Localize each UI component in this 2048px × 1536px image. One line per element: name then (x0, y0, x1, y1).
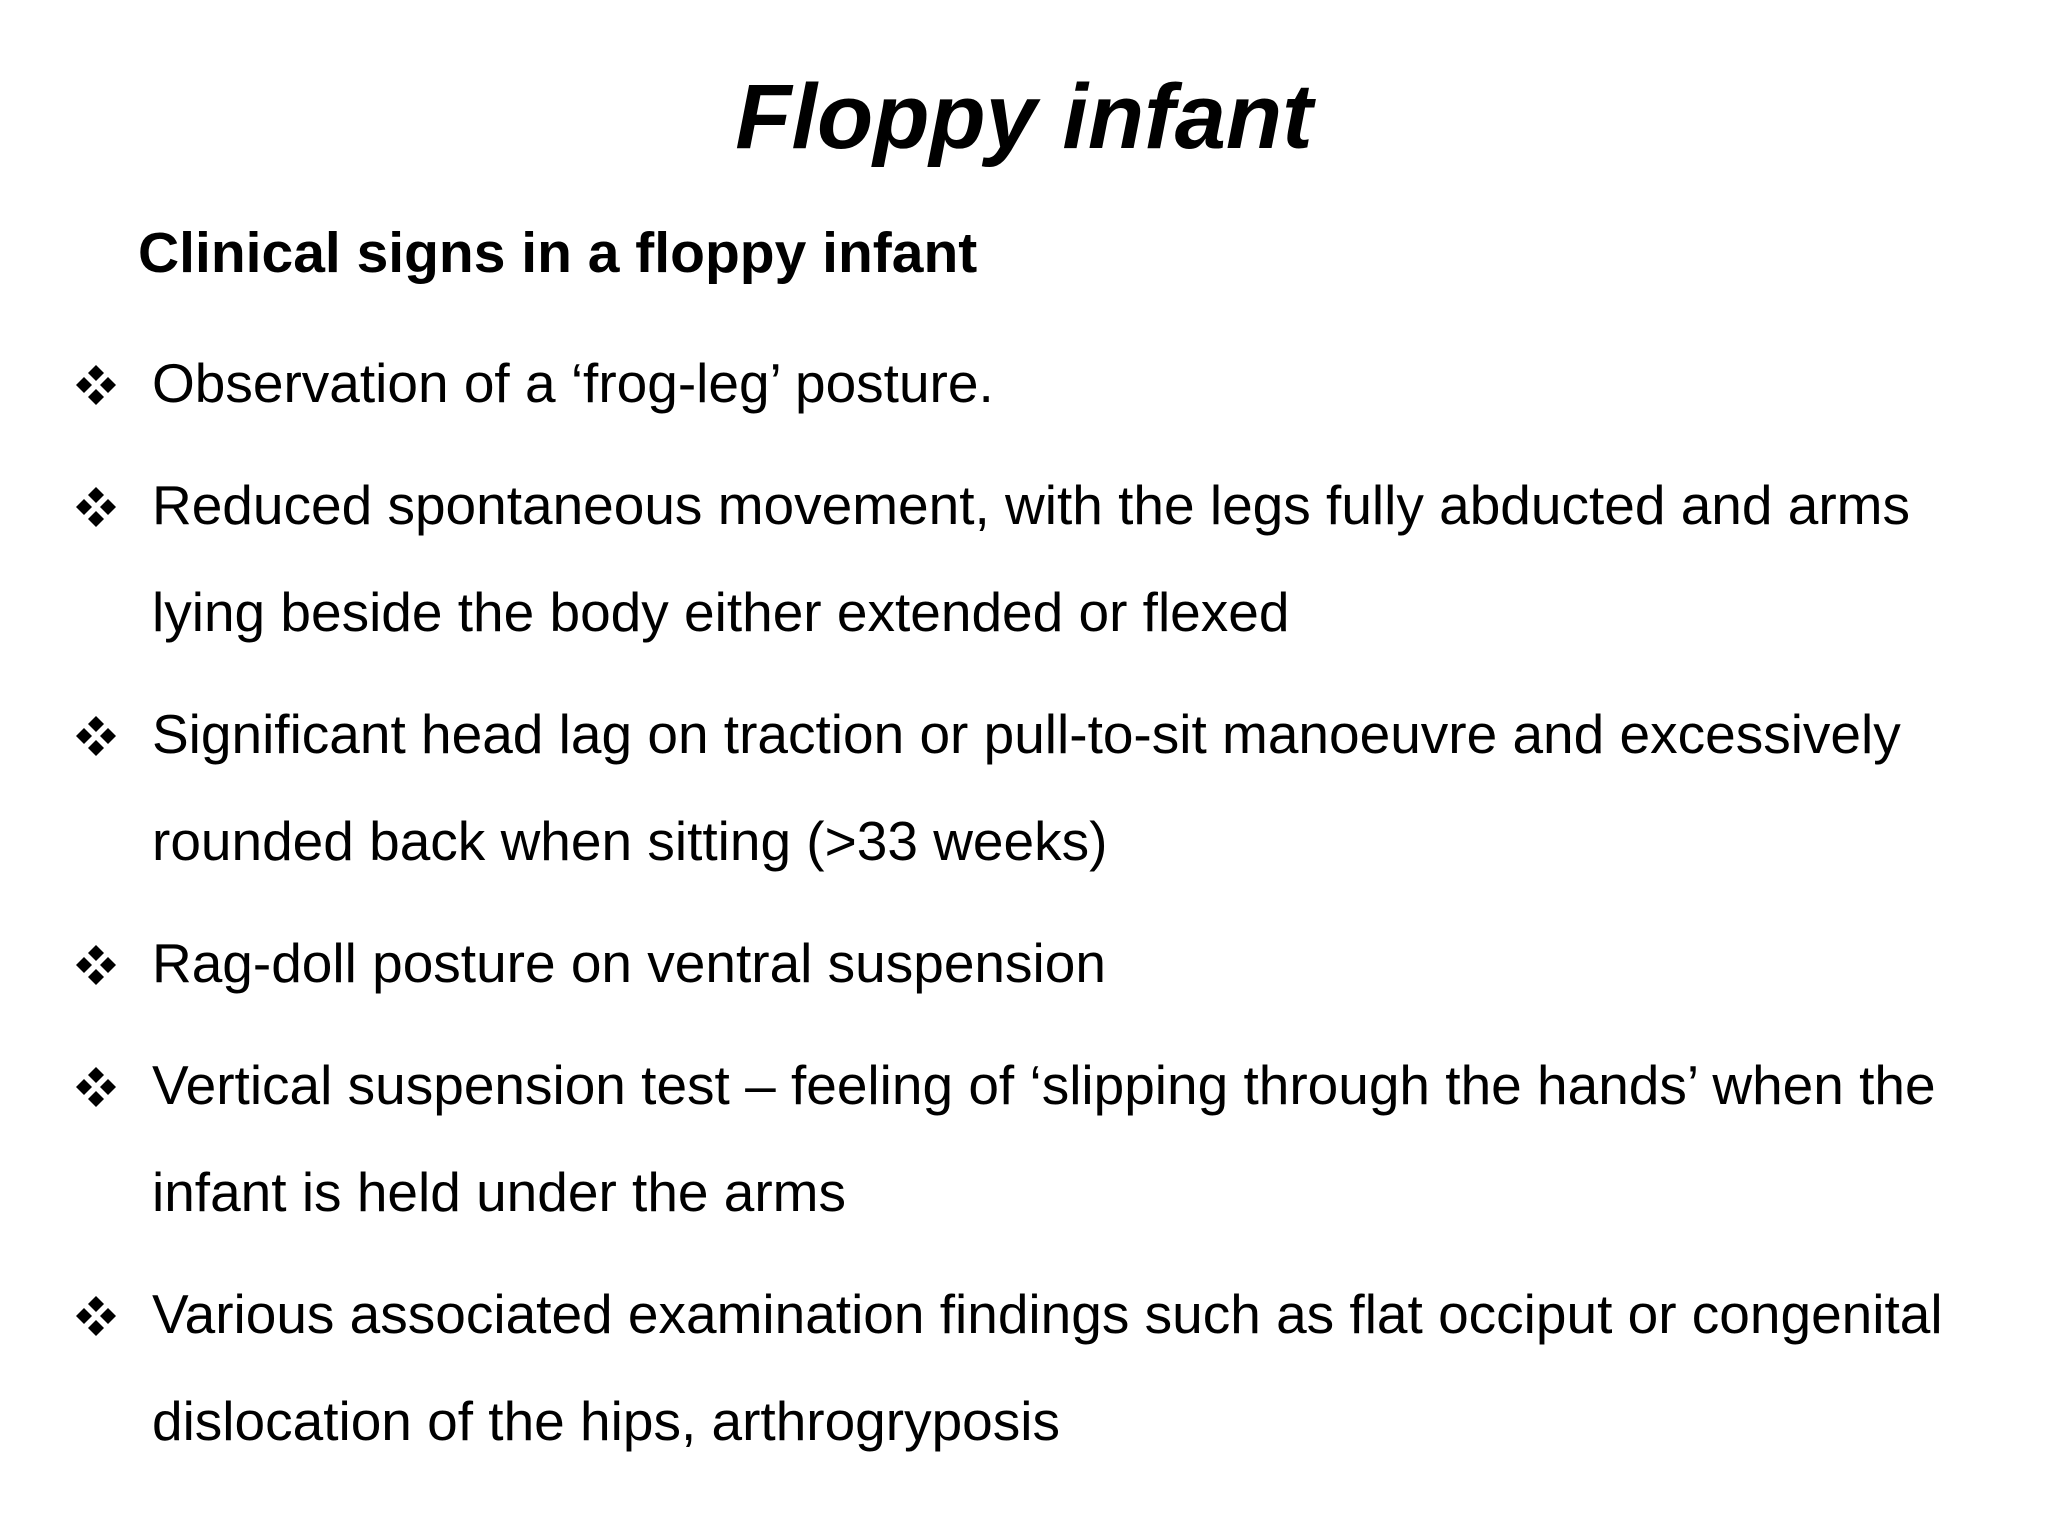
bullet-text: Vertical suspension test – feeling of ‘slipping through the hands’ when the infant is held under the arms (152, 1054, 1936, 1223)
bullet-text: Significant head lag on traction or pull-to-sit manoeuvre and excessively rounded back when sitting (>33 weeks) (152, 703, 1901, 872)
four-diamond-bullet-icon (74, 1294, 118, 1338)
bullet-list (74, 330, 1994, 1490)
four-diamond-bullet-icon (74, 485, 118, 529)
bullet-text: Observation of a ‘frog-leg’ posture. (152, 352, 994, 414)
slide-subtitle: Clinical signs in a floppy infant (138, 221, 978, 285)
four-diamond-bullet-icon (74, 714, 118, 758)
list-item (74, 1261, 1994, 1475)
slide-title: Floppy infant (735, 66, 1313, 168)
list-item (74, 1032, 1994, 1246)
four-diamond-bullet-icon (74, 943, 118, 987)
list-item (74, 681, 1994, 895)
four-diamond-bullet-icon (74, 1065, 118, 1109)
four-diamond-bullet-icon (74, 363, 118, 407)
list-item (74, 910, 1994, 1017)
bullet-text: Various associated examination findings such as flat occiput or congenital dislocation of the hips, arthrogryposis (152, 1283, 1943, 1452)
list-item (74, 330, 1994, 437)
list-item (74, 452, 1994, 666)
bullet-text: Reduced spontaneous movement, with the legs fully abducted and arms lying beside the body either extended or flexed (152, 474, 1910, 643)
bullet-text: Rag-doll posture on ventral suspension (152, 932, 1106, 994)
